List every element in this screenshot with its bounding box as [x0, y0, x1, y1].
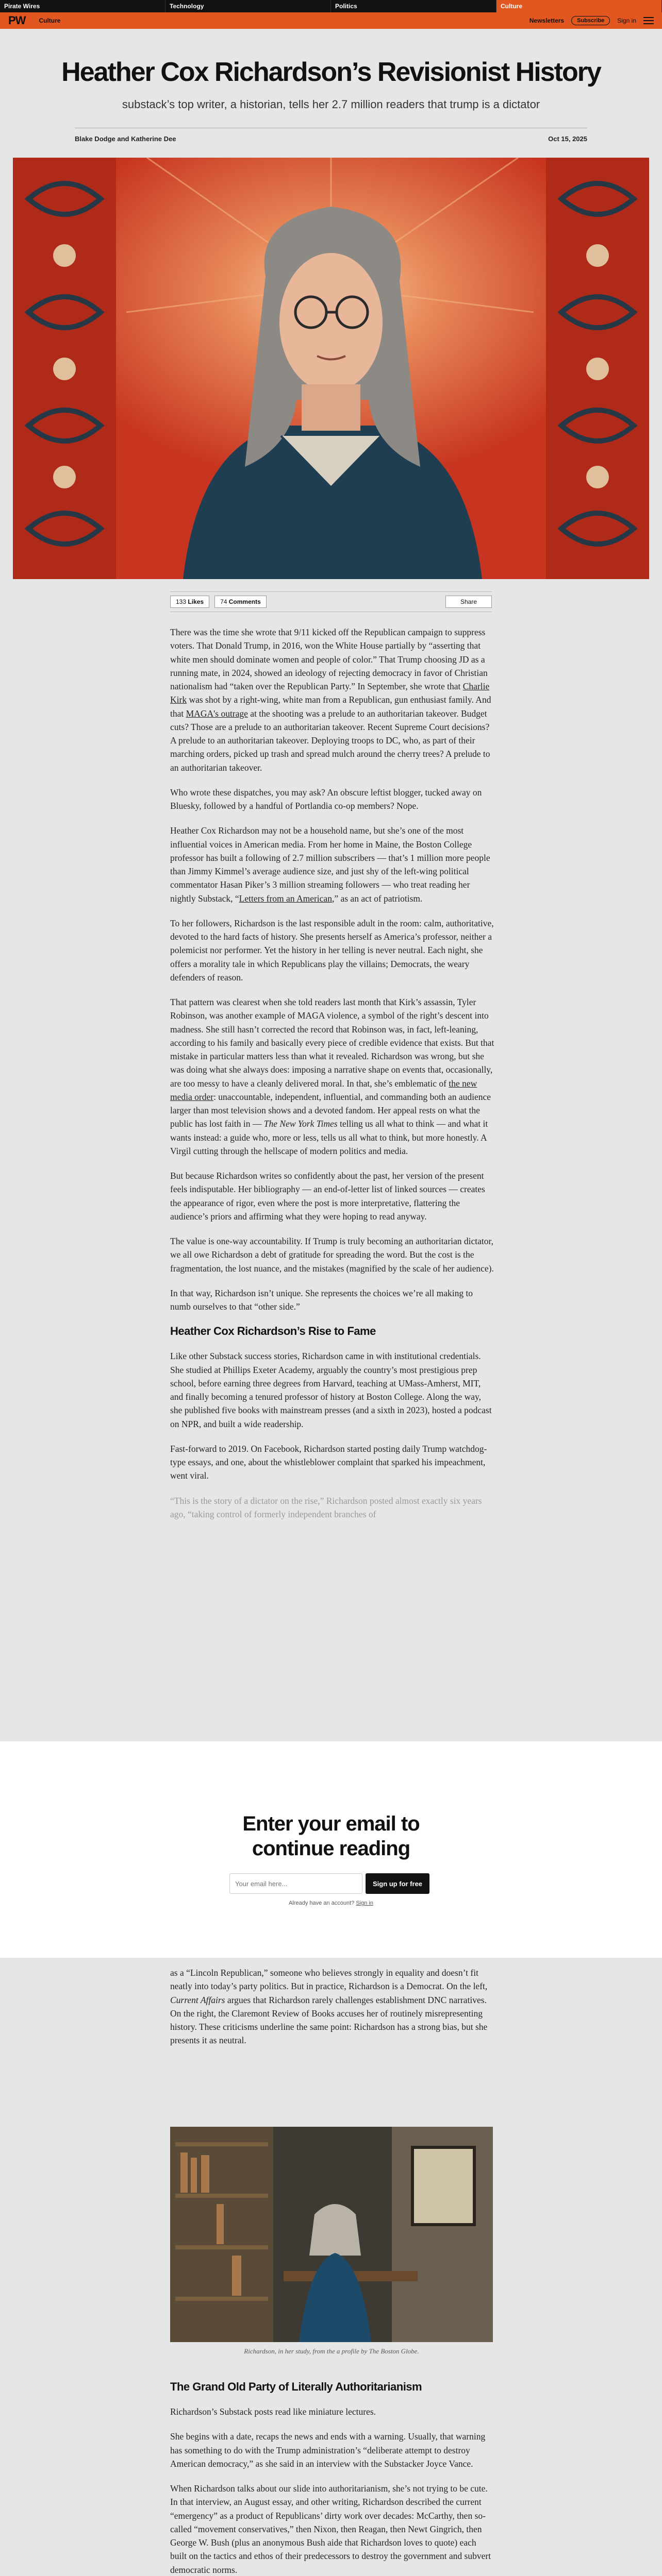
like-label: Likes: [188, 598, 204, 605]
current-section-label[interactable]: Culture: [39, 17, 61, 24]
paragraph: When Richardson talks about our slide into authoritarianism, she’s not trying to be cute. In that interview, an August essay, and other writing, Richardson described the current “emergency” as a product of Republicans’ dirty work over decades: McCarthy, then so-called “movement conservatives,” then Nixon, then Reagan, then Newt Gingrich, then George W. Bush (plus an anonymous Bush aide that Richardson loves to quote) each built on the tactics and ethos of their predecessors to destroy the government and subvert democratic norms.: [170, 2483, 491, 2575]
article-action-bar: [170, 591, 492, 612]
study-photo: [170, 2127, 493, 2342]
article-body-part-3: [170, 2372, 495, 2576]
like-button[interactable]: [170, 596, 209, 608]
comment-count: 74: [220, 598, 227, 605]
photo-caption: Richardson, in her study, from the a profile by The Boston Globe.: [244, 2347, 419, 2355]
section-link-culture[interactable]: Culture: [496, 0, 662, 12]
newsletters-link[interactable]: Newsletters: [529, 17, 565, 24]
paragraph: She begins with a date, recaps the news and ends with a warning. Usually, that warning has something to do with the Trump administration’s “deliberate attempt to destroy American democracy,” as she said in an interview with the Substacker Joyce Vance.: [170, 2431, 486, 2469]
inline-link[interactable]: MAGA's outrage: [186, 708, 248, 719]
article-body-part-2: [170, 1966, 495, 2059]
article-headline: Heather Cox Richardson’s Revisionist History: [61, 57, 601, 87]
inline-link[interactable]: Charlie Kirk: [170, 681, 490, 705]
paywall-panel: [0, 1741, 662, 1958]
inline-link[interactable]: the new media order: [170, 1078, 477, 1102]
paragraph: But because Richardson writes so confidently about the past, her version of the present feels indisputable. Her bibliography — an end-of-letter list of linked sources — creates the appearance of rigor, even where the post is more interpretative, flattering the audience’s priors and affirming what they were hoping to read anyway.: [170, 1171, 485, 1222]
faded-paragraph: “This is the story of a dictator on the rise,” Richardson posted almost exactly six years ago, “taking control of formerly independent branches of: [170, 1495, 482, 1519]
email-input[interactable]: [229, 1873, 362, 1894]
paragraph: To her followers, Richardson is the last responsible adult in the room: calm, authoritative, devoted to the hard facts of history. She presents herself as America’s professor, neither a polemicist nor performer. Yet the history in her telling is never neutral. Each night, she offers a morality tale in which Republicans play the villains; Democrats, the weary defenders of reason.: [170, 918, 494, 982]
paywall-title: Enter your email to continue reading: [242, 1812, 420, 1860]
paragraph: Like other Substack success stories, Richardson came in with institutional credentials. She studied at Phillips Exeter Academy, arguably the country’s most prestigious prep school, before earning three degrees from Harvard, teaching at UMass-Amherst, MIT, and finally becoming a tenured professor of history at Boston College. Along the way, she published five books with mainstream presses (and a sixth in 2023), hosted a podcast on NPR, and built a wide readership.: [170, 1351, 492, 1429]
signup-button[interactable]: Sign up for free: [366, 1873, 429, 1894]
header-actions: [529, 16, 654, 25]
subscribe-button[interactable]: Subscribe: [571, 16, 610, 25]
paragraph: In that way, Richardson isn’t unique. She represents the choices we’re all making to numb ourselves to that “other side.”: [170, 1287, 473, 1312]
paragraph: There was the time she wrote that 9/11 kicked off the Republican campaign to suppress voters. That Donald Trump, in 2016, won the White House partially by “asserting that white men should dominate women and people of color.” That Trump choosing JD as a running mate, in 2024, showed an ideology of rejecting democracy in favor of Christian nationalism had “taken over the Republican Party.” In September, she wrote that Charlie Kirk was shot by a right-wing, white man from a Republican, gun enthusiast family. And that MAGA's outrage at the shooting was a prelude to an authoritarian takeover. Budget cuts? Those are a prelude to an authoritarian takeover. Recent Supreme Court decisions? A prelude to an authoritarian takeover. Deploying troops to DC, who, as part of their marching orders, picked up trash and spread mulch around the cherry trees? A prelude to an authoritarian takeover.: [170, 627, 491, 773]
paywall-sign-in-link[interactable]: Sign in: [356, 1900, 373, 1906]
article-date: Oct 15, 2025: [548, 135, 587, 143]
hero-illustration: [13, 158, 649, 579]
site-logo[interactable]: PW: [8, 14, 26, 27]
paragraph: Who wrote these dispatches, you may ask? An obscure leftist blogger, tucked away on Bluesky, followed by a handful of Portlandia co-op members? Nope.: [170, 787, 482, 811]
section-link-technology[interactable]: Technology: [166, 0, 331, 12]
share-button[interactable]: Share: [445, 596, 492, 608]
paragraph: The value is one-way accountability. If Trump is truly becoming an authoritarian dictator, we all owe Richardson a debt of gratitude for spreading the word. But the cost is the fragmentation, the lost nuance, and the mistakes (magnified by the scale of her audience).: [170, 1236, 494, 1274]
article-dek: substack’s top writer, a historian, tells her 2.7 million readers that trump is a dictator: [122, 98, 540, 111]
paragraph: Fast-forward to 2019. On Facebook, Richardson started posting daily Trump watchdog-type essays, and one, about the whistleblower complaint that sparked his impeachment, went viral.: [170, 1443, 487, 1481]
like-count: 133: [176, 598, 187, 605]
sections-bar: [0, 0, 662, 12]
section-heading: The Grand Old Party of Literally Authoritarianism: [170, 2380, 422, 2393]
sign-in-link[interactable]: Sign in: [617, 17, 636, 24]
article-body-part-1: [170, 625, 495, 1532]
site-header: [0, 12, 662, 29]
section-heading: Heather Cox Richardson’s Rise to Fame: [170, 1325, 376, 1338]
paragraph: as a “Lincoln Republican,” someone who believes strongly in equality and doesn’t fit neatly into today’s party politics. But in practice, Richardson is a Democrat. On the left, Current Affairs argues that Richardson rarely challenges establishment DNC narratives. On the right, the Claremont Review of Books accuses her of routinely misrepresenting history. These criticisms underline the same point: Richardson has a strong bias, but she presents it as neutral.: [170, 1968, 488, 2046]
article-byline[interactable]: Blake Dodge and Katherine Dee: [75, 135, 176, 143]
hamburger-menu-icon[interactable]: [643, 17, 654, 24]
section-link-pirate-wires[interactable]: Pirate Wires: [0, 0, 166, 12]
paragraph: Heather Cox Richardson may not be a household name, but she’s one of the most influential voices in American media. From her home in Maine, the Boston College professor has built a following of 2.7 million subscribers — that’s 1 million more people than Jimmy Kimmel’s average audience size, and just shy of the left-wing political commentator Hasan Piker’s 3 million streaming followers — who treat reading her nightly Substack, “Letters from an American,” as an act of patriotism.: [170, 825, 490, 904]
paragraph: Richardson’s Substack posts read like miniature lectures.: [170, 2406, 376, 2417]
inline-link[interactable]: Letters from an American: [239, 893, 332, 904]
comments-button[interactable]: [214, 596, 267, 608]
signup-form: [229, 1873, 429, 1894]
signin-prompt: Already have an account? Sign in: [289, 1900, 373, 1906]
section-link-politics[interactable]: Politics: [331, 0, 496, 12]
comment-label: Comments: [228, 598, 261, 605]
paragraph: That pattern was clearest when she told readers last month that Kirk’s assassin, Tyler Robinson, was another example of MAGA violence, a symbol of the right’s descent into madness. She still hasn’t corrected the record that Robinson was, in fact, left-leaning, according to his family and basically every piece of credible evidence that exists. But that mistake in particular matters less than what it revealed. Richardson was wrong, but she was doing what she always does: imposing a narrative shape on events that, occasionally, are too messy to have a cleanly delivered moral. In that, she’s emblematic of the new media order: unaccountable, independent, influential, and commanding both an audience larger than most television shows and a devoted fandom. Her appeal rests on what the public has lost faith in — The New York Times telling us all what to think — and what it wants instead: a guide who, more or less, tells us all what to think, but more honestly. A Virgil cutting through the hellscape of modern politics and media.: [170, 997, 494, 1156]
